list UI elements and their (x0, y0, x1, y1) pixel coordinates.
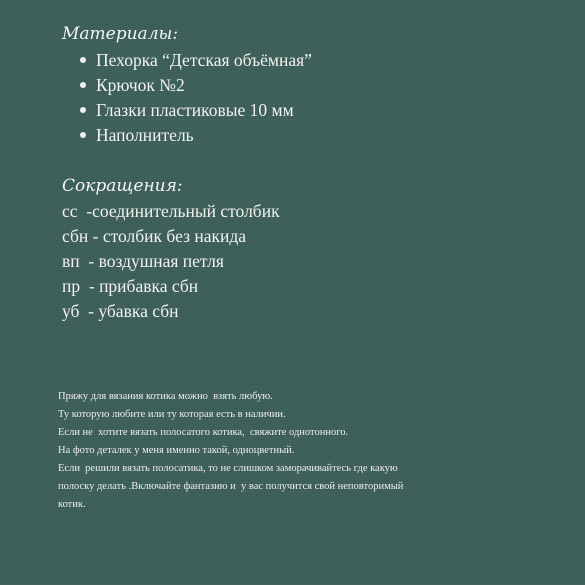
abbreviations-heading: Сокращения: (62, 176, 183, 196)
materials-heading: Материалы: (62, 24, 179, 44)
note-line: На фото деталек у меня именно такой, одноцветный. (58, 445, 295, 456)
material-item-label: Пехорка “Детская объёмная” (96, 50, 312, 70)
material-item-label: Наполнитель (96, 125, 194, 145)
list-item (80, 98, 312, 123)
abbreviation-line: сбн - столбик без накида (62, 226, 247, 246)
abbreviation-line: уб - убавка сбн (62, 301, 179, 321)
note-line: Если не хотите вязать полосатого котика, свяжите однотонного. (58, 427, 349, 438)
materials-list (80, 48, 312, 148)
list-item (80, 123, 312, 148)
note-paragraph (58, 388, 558, 514)
bullet-icon (80, 57, 86, 63)
note-line: котик. (58, 499, 86, 510)
bullet-icon (80, 132, 86, 138)
bullet-icon (80, 107, 86, 113)
list-item (80, 48, 312, 73)
abbreviation-line: вп - воздушная петля (62, 251, 224, 271)
note-line: Ту которую любите или ту которая есть в наличии. (58, 409, 286, 420)
abbreviation-line: пр - прибавка сбн (62, 276, 199, 296)
material-item-label: Глазки пластиковые 10 мм (96, 100, 294, 120)
list-item (80, 73, 312, 98)
note-line: Если решили вязать полосатика, то не слишком заморачивайтесь где какую (58, 463, 398, 474)
note-line: Пряжу для вязания котика можно взять любую. (58, 391, 273, 402)
abbreviation-line: сс -соединительный столбик (62, 201, 280, 221)
material-item-label: Крючок №2 (96, 75, 185, 95)
bullet-icon (80, 82, 86, 88)
abbreviations-list (62, 199, 280, 324)
note-line: полоску делать .Включайте фантазию и у вас получится свой неповторимый (58, 481, 404, 492)
